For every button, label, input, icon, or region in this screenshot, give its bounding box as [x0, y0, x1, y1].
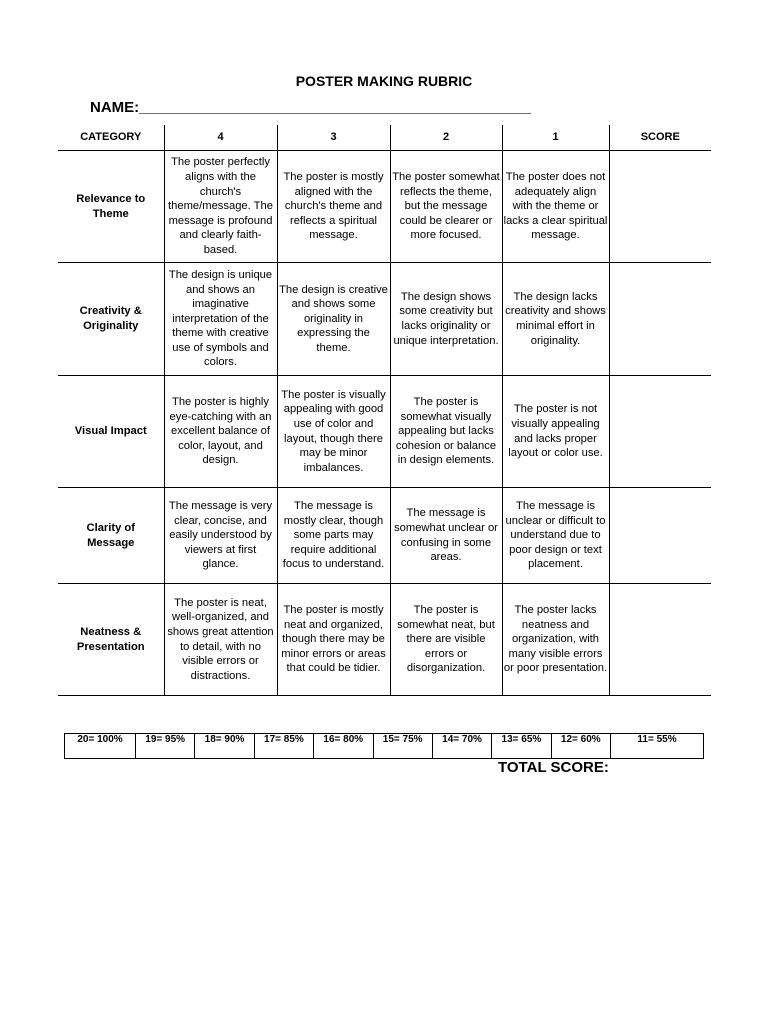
scale-cell: 15= 75%	[373, 734, 432, 759]
rating-1-cell: The poster does not adequately align with the theme or lacks a clear spiritual message.	[502, 151, 609, 263]
table-row	[58, 488, 711, 584]
scale-cell: 19= 95%	[136, 734, 195, 759]
rating-3-cell: The poster is mostly aligned with the church's theme and reflects a spiritual message.	[277, 151, 390, 263]
category-cell: Clarity of Message	[58, 488, 164, 584]
category-cell: Creativity & Originality	[58, 263, 164, 376]
scale-cell: 12= 60%	[551, 734, 610, 759]
score-cell[interactable]	[609, 376, 711, 488]
score-cell[interactable]	[609, 263, 711, 376]
grading-scale-table	[64, 733, 704, 759]
scale-cell: 13= 65%	[492, 734, 551, 759]
category-cell: Relevance to Theme	[58, 151, 164, 263]
score-cell[interactable]	[609, 151, 711, 263]
rating-3-cell: The design is creative and shows some originality in expressing the theme.	[277, 263, 390, 376]
header-4: 4	[164, 125, 277, 151]
header-category: CATEGORY	[58, 125, 164, 151]
rating-2-cell: The poster somewhat reflects the theme, but the message could be clearer or more focused.	[390, 151, 502, 263]
grading-scale-row	[65, 734, 704, 759]
rating-1-cell: The design lacks creativity and shows minimal effort in originality.	[502, 263, 609, 376]
rating-1-cell: The poster is not visually appealing and lacks proper layout or color use.	[502, 376, 609, 488]
header-3: 3	[277, 125, 390, 151]
table-row	[58, 584, 711, 696]
score-cell[interactable]	[609, 584, 711, 696]
scale-cell: 14= 70%	[432, 734, 491, 759]
scale-cell: 17= 85%	[254, 734, 313, 759]
scale-cell: 18= 90%	[195, 734, 254, 759]
rating-2-cell: The poster is somewhat neat, but there are visible errors or disorganization.	[390, 584, 502, 696]
table-row	[58, 263, 711, 376]
table-header-row	[58, 125, 711, 151]
rubric-table	[58, 125, 711, 696]
rating-4-cell: The poster perfectly aligns with the church's theme/message. The message is profound and clearly faith-based.	[164, 151, 277, 263]
table-row	[58, 376, 711, 488]
category-cell: Neatness & Presentation	[58, 584, 164, 696]
scale-cell: 20= 100%	[65, 734, 136, 759]
rating-2-cell: The design shows some creativity but lacks originality or unique interpretation.	[390, 263, 502, 376]
header-2: 2	[390, 125, 502, 151]
rating-3-cell: The poster is mostly neat and organized, though there may be minor errors or areas that could be tidier.	[277, 584, 390, 696]
rating-3-cell: The message is mostly clear, though some parts may require additional focus to understand.	[277, 488, 390, 584]
table-row	[58, 151, 711, 263]
rating-4-cell: The design is unique and shows an imaginative interpretation of the theme with creative use of symbols and colors.	[164, 263, 277, 376]
rating-2-cell: The message is somewhat unclear or confusing in some areas.	[390, 488, 502, 584]
rating-2-cell: The poster is somewhat visually appealing but lacks cohesion or balance in design elements.	[390, 376, 502, 488]
category-cell: Visual Impact	[58, 376, 164, 488]
total-score-label: TOTAL SCORE:	[498, 759, 609, 776]
scale-cell: 16= 80%	[314, 734, 373, 759]
document-title: POSTER MAKING RUBRIC	[295, 73, 473, 89]
scale-cell: 11= 55%	[611, 734, 704, 759]
rating-4-cell: The poster is neat, well-organized, and shows great attention to detail, with no visible errors or distractions.	[164, 584, 277, 696]
score-cell[interactable]	[609, 488, 711, 584]
rating-3-cell: The poster is visually appealing with good use of color and layout, though there may be minor imbalances.	[277, 376, 390, 488]
rating-4-cell: The poster is highly eye-catching with an excellent balance of color, layout, and design.	[164, 376, 277, 488]
header-score: SCORE	[609, 125, 711, 151]
rating-1-cell: The poster lacks neatness and organization, with many visible errors or poor presentation.	[502, 584, 609, 696]
header-1: 1	[502, 125, 609, 151]
name-field[interactable]: NAME:_______________________________________________	[90, 99, 532, 116]
rating-4-cell: The message is very clear, concise, and easily understood by viewers at first glance.	[164, 488, 277, 584]
rating-1-cell: The message is unclear or difficult to understand due to poor design or text placement.	[502, 488, 609, 584]
